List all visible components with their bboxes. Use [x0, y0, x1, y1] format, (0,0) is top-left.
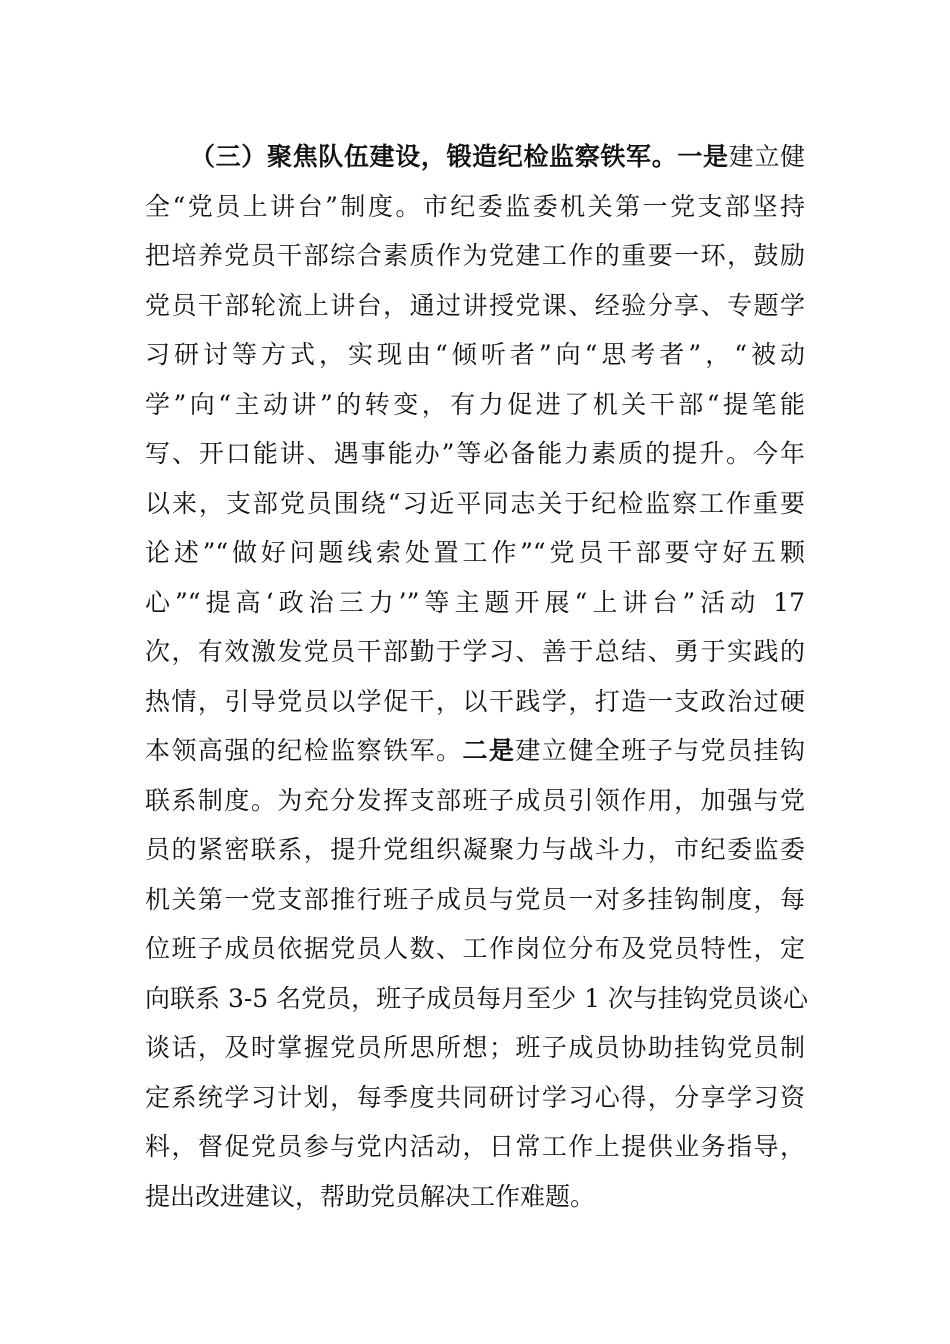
text-segment: 谈话，及时掌握党员所思所想；班子成员协助挂钩党员制 [145, 1033, 805, 1062]
text-segment: 把培养党员干部综合素质作为党建工作的重要一环，鼓励 [145, 241, 805, 270]
paragraph-line [145, 825, 805, 875]
paragraph-line-last [145, 1172, 805, 1222]
text-segment: 写、开口能讲、遇事能办”等必备能力素质的提升。今年 [145, 439, 805, 468]
paragraph-line [145, 479, 805, 529]
text-segment: 位班子成员依据党员人数、工作岗位分布及党员特性，定 [145, 934, 805, 963]
text-segment: 机关第一党支部推行班子成员与党员一对多挂钩制度，每 [145, 884, 805, 914]
paragraph-line [145, 578, 805, 628]
text-segment: 以来，支部党员围绕“习近平同志关于纪检监察工作重要 [145, 488, 805, 518]
paragraph-line [145, 726, 805, 776]
paragraph-line [145, 1023, 805, 1073]
text-segment: 建立健 [728, 142, 805, 171]
paragraph-line [145, 924, 805, 974]
item-marker-one: 一是 [677, 142, 729, 171]
text-segment: 提出改进建议，帮助党员解决工作难题。 [145, 1181, 596, 1211]
text-segment: 学”向“主动讲”的转变，有力促进了机关干部“提笔能 [145, 389, 805, 419]
paragraph-line [145, 776, 805, 826]
text-segment: 全“党员上讲台”制度。市纪委监委机关第一党支部坚持 [145, 191, 805, 221]
section-heading: （三）聚焦队伍建设，锻造纪检监察铁军。 [190, 142, 678, 171]
text-segment: 次，有效激发党员干部勤于学习、善于总结、勇于实践的 [145, 637, 805, 666]
text-segment: 员的紧密联系，提升党组织凝聚力与战斗力，市纪委监委 [145, 835, 805, 864]
paragraph-line [145, 528, 805, 578]
paragraph-line [145, 1073, 805, 1123]
paragraph-line [145, 182, 805, 232]
paragraph-line [145, 231, 805, 281]
paragraph-line [145, 380, 805, 430]
paragraph-line [145, 281, 805, 331]
paragraph-line [145, 677, 805, 727]
text-segment: 论述”“做好问题线索处置工作”“党员干部要守好五颗 [145, 538, 805, 567]
text-segment: 党员干部轮流上讲台，通过讲授党课、经验分享、专题学 [145, 290, 805, 320]
document-body [145, 132, 808, 1221]
paragraph-line [145, 330, 805, 380]
text-segment: 习研讨等方式，实现由“倾听者”向“思考者”，“被动 [145, 340, 805, 369]
text-segment: 向联系 3-5 名党员，班子成员每月至少 1 次与挂钩党员谈心 [145, 983, 808, 1013]
text-segment: 定系统学习计划，每季度共同研讨学习心得，分享学习资 [145, 1082, 805, 1112]
paragraph-line [145, 974, 808, 1024]
text-segment: 联系制度。为充分发挥支部班子成员引领作用，加强与党 [145, 785, 805, 815]
item-marker-two: 二是 [462, 736, 516, 765]
paragraph-line [145, 132, 805, 182]
text-segment: 料，督促党员参与党内活动，日常工作上提供业务指导， [145, 1132, 805, 1161]
paragraph-line [145, 627, 805, 677]
paragraph-line [145, 429, 805, 479]
text-segment: 本领高强的纪检监察铁军。 [145, 736, 463, 765]
text-segment: 心”“提高‘政治三力’”等主题开展“上讲台”活动 17 [145, 587, 805, 617]
paragraph-line [145, 1122, 805, 1172]
text-segment: 热情，引导党员以学促干，以干践学，打造一支政治过硬 [145, 686, 805, 716]
paragraph-line [145, 875, 805, 925]
text-segment: 建立健全班子与党员挂钩 [515, 736, 805, 765]
